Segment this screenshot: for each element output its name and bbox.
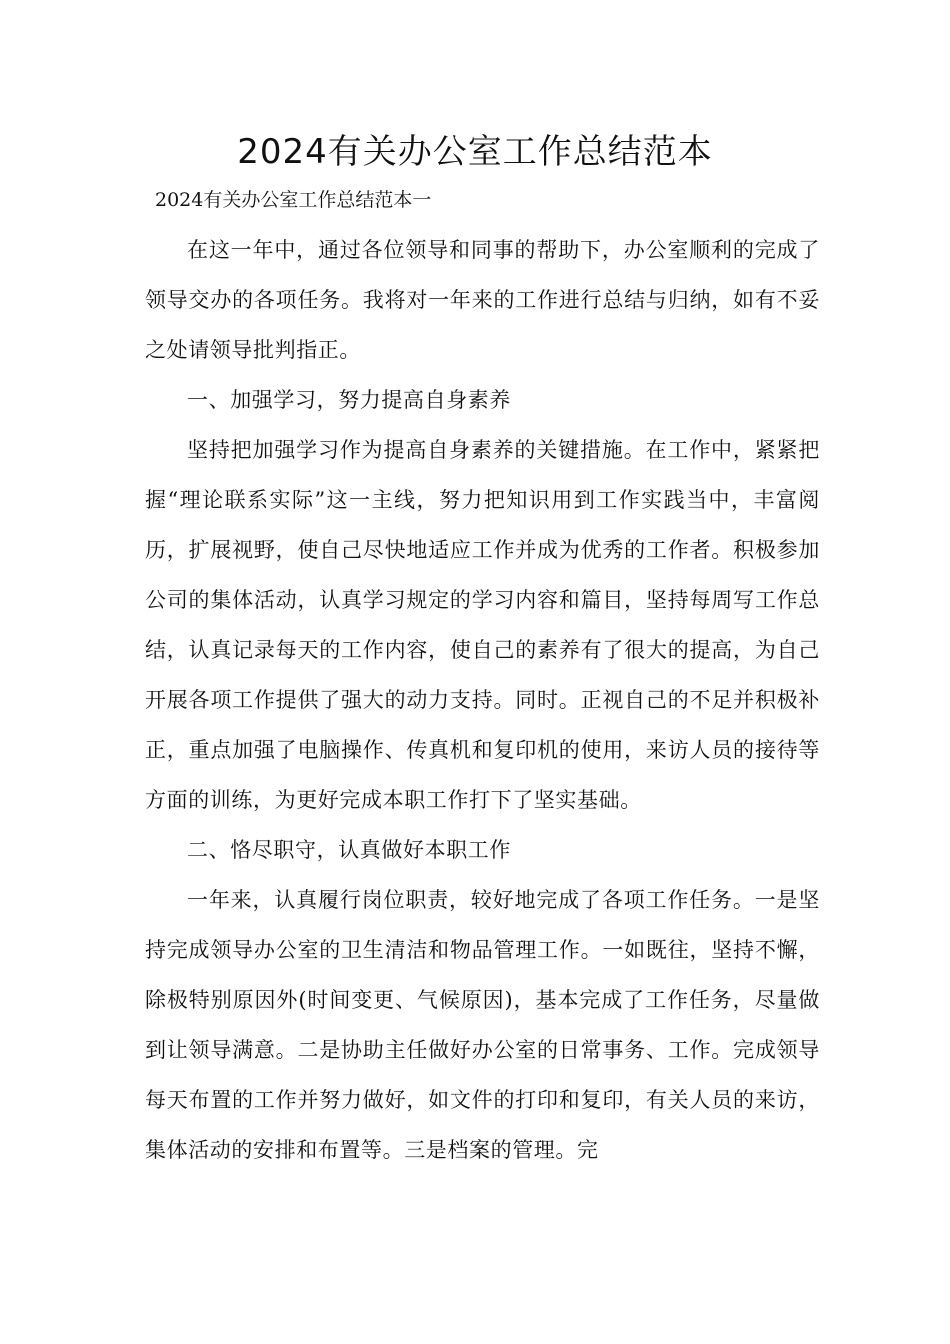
intro-paragraph: 在这一年中，通过各位领导和同事的帮助下，办公室顺利的完成了领导交办的各项任务。我将对一年来的工作进行总结与归纳，如有不妥之处请领导批判指正。 — [145, 238, 820, 362]
section-heading-2: 二、恪尽职守，认真做好本职工作 — [187, 838, 511, 862]
section-paragraph-1: 坚持把加强学习作为提高自身素养的关键措施。在工作中，紧紧把握“理论联系实际”这一主线，努力把知识用到工作实践当中，丰富阅历，扩展视野，使自己尽快地适应工作并成为优秀的工作者。积极参加公司的集体活动，认真学习规定的学习内容和篇目，坚持每周写工作总结，认真记录每天的工作内容，使自己的素养有了很大的提高，为自己开展各项工作提供了强大的动力支持。同时。正视自己的不足并积极补正，重点加强了电脑操作、传真机和复印机的使用，来访人员的接待等方面的训练，为更好完成本职工作打下了坚实基础。 — [145, 438, 820, 812]
document-body — [145, 225, 820, 1175]
document-subtitle: 2024有关办公室工作总结范本一 — [155, 189, 432, 211]
section-paragraph-2: 一年来，认真履行岗位职责，较好地完成了各项工作任务。一是坚持完成领导办公室的卫生清洁和物品管理工作。一如既往，坚持不懈，除极特别原因外(时间变更、气候原因)，基本完成了工作任务，尽量做到让领导满意。二是协助主任做好办公室的日常事务、工作。完成领导每天布置的工作并努力做好，如文件的打印和复印，有关人员的来访，集体活动的安排和布置等。三是档案的管理。完 — [145, 888, 820, 1162]
document-title: 2024有关办公室工作总结范本 — [237, 132, 713, 172]
section-heading-1: 一、加强学习，努力提高自身素养 — [187, 388, 511, 412]
